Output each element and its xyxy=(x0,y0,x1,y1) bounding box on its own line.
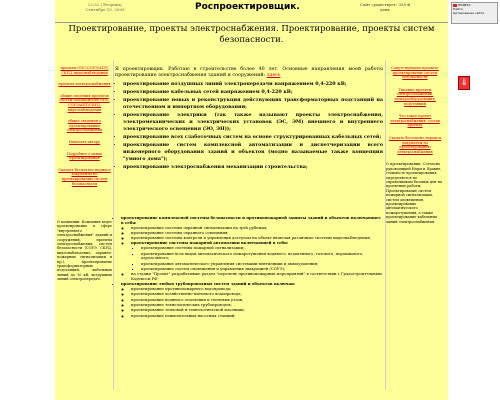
list-item: ◦ проектирование системы контроля и управления доступом на объект включая различные системы видеонаблюдения; xyxy=(131,236,383,241)
page-banner: Проектирование, проекты электроснабжения. Проектирование, проекты систем безопасности. xyxy=(68,24,435,45)
security-section xyxy=(115,216,383,319)
about-design-text: О проектировании. Согласно руководящей Норм и Правил, стоимость проектирования определяется по справочникам базовых цен на проектные работы. Проектирование систем пожарной сигнализации, систем оповещения, проектирование автоматического пожаротушения, а также проектирование кабельных линий электроснабжения. xyxy=(386,162,443,224)
scroll-down-icon[interactable]: ⇓ xyxy=(458,76,470,90)
list-item: ◦ проектирование системы пожарной автоматики включающей в себя: ▪ проектирование системы пожарной сигнализации; ▪ проектирование всех видов автоматического пожаротушения водяного, водопенного, газового, порошкового, аэрозольного; ▪ проектирование автоматического управления системами вентиляции и дымоудаления; ▪ проектирование систем оповещения и управления эвакуацией (СОУЭ); xyxy=(131,241,383,271)
list-item: • проектирование комплексной системы безопасности и противопожарной защиты зданий и объектов включающее в себя: ◦ проектирование системы охранной сигнализации на трёх рубежах; ◦ проектирование системы охранного освещения; ◦ проектирование системы контроля и управления доступом на объект включая различные системы видеонаблюдения; ◦ проектирование системы пожарной автоматики включающей в себя: ▪ проектирование системы пожарной сигнализации; ▪ проектирование всех видов автоматического пожаротушения водяного, водопенного, газового, порошкового, аэрозольного; ▪ проектирование автоматического управления системами вентиляции и дымоудаления; ▪ проектирование систем оповещения и управления эвакуацией (СОУЭ); ◦ на стадии "Проект" разрабатываю раздел "перечень противопожарных мероприятий" в соответствии с Градостроительным Кодексом РФ; xyxy=(121,216,383,282)
list-item: ◦ проектирование системы охранной сигнализации на трёх рубежах; xyxy=(131,226,383,231)
divider xyxy=(113,60,114,390)
list-item: ◦ проектирование хозяйственно-питьевого водопровода; xyxy=(131,292,383,297)
nav-link-related-projects[interactable]: Сопутствующие проекты: проектирование систем безопасности xyxy=(391,66,439,80)
left-nav xyxy=(57,66,112,193)
nav-link-download-power-norms[interactable]: Скачать бесплатно нормы и документы по проектированию электроснабжения xyxy=(388,135,442,154)
nav-link-power-info[interactable]: общие сведения о проектировании электроснабжения xyxy=(66,119,103,133)
nav-link-what-is-project[interactable]: Что такое проект электроснабжения, состав проекта xyxy=(390,114,440,128)
main-content xyxy=(115,67,383,172)
list-item: • проектирование новых и реконструкция действующих трансформаторных подстанций на отечественном и импортном оборудовании; xyxy=(123,97,383,111)
about-company-text: О компании. Компания ведет проектирование в сфере "внутреннего электроснабжения" зданий и сооружений, проекты электроснабжения, систем безопасности (СОУЭ, СКУД, видеонаблюдение, охранно-пожарные сигнализации и пр.), проектирование трансформаторных подстанций, кабельных линий до 10 кВ, воздушных линий электропередач. xyxy=(57,220,112,282)
nav-link-security-projects[interactable]: проекты ОПС/СОУЭ/АПТ/СКУД, видеонаблюдения xyxy=(60,66,109,75)
list-item: ◦ проектирование технологических трубопроводов; xyxy=(131,303,383,308)
list-item: • проектирование электроснабжения механизации строительства; xyxy=(123,164,383,171)
nav-link-prices[interactable]: Подробнее о ценах проектирования xyxy=(66,151,103,161)
yandex-widget[interactable] xyxy=(451,2,498,24)
list-item: • проектирование любых трубопроводных систем зданий и объектов включая: ◦ проектирование противопожарного водопровода; ◦ проектирование хозяйственно-питьевого водопровода; ◦ проектирование водяного отопления и тепловых узлов; ◦ проектирование технологических трубопроводов; ◦ проектирование тепловой и технологической изоляции; ◦ проектирование повысительных насосных станций; xyxy=(121,282,383,318)
nav-link-power-projects[interactable]: проекты электроснабжения xyxy=(58,82,111,87)
nav-link-typical-projects[interactable]: Типовые проекты электроснабжения, электрооборудования, подстанций xyxy=(394,87,436,106)
list-item: ◦ проектирование водяного отопления и тепловых узлов; xyxy=(131,298,383,303)
site-header xyxy=(55,0,448,23)
list-item: ▪ проектирование систем оповещения и управления эвакуацией (СОУЭ); xyxy=(141,267,383,272)
nav-link-contact-author[interactable]: Написать автору xyxy=(68,139,101,144)
nav-link-download-norms[interactable]: Скачать бесплатно нормы и документы по проектированию систем безопасности xyxy=(58,167,111,186)
nav-link-security-info[interactable]: общие сведения проектов систем безопасности ОПС/СОУЭ/АПТ/СКУД, видеонаблюдения xyxy=(59,93,110,112)
list-item: • проектирование воздушных линий электропередачи напряжением 0,4-220 кВ; xyxy=(123,81,383,88)
list-item: • проектирование электрики (так также называют проекты электроснабжения, электромеханических и электрических установок (ЭС, ЭМ) внешнего и внутреннего электрического освещения (ЭО, ЭН)); xyxy=(123,112,383,133)
list-item: ▪ проектирование всех видов автоматического пожаротушения водяного, водопенного, газового, порошкового, аэрозольного; xyxy=(141,252,383,262)
widget-search[interactable]: Найти xyxy=(453,7,463,11)
list-item: ◦ проектирование системы охранного освещения; xyxy=(131,231,383,236)
intro-text: Я проектировщик. Работаю в строительстве более 40 лет. Основные направления моей работы проектирование электроснабжения зданий и сооружений: здесь xyxy=(115,67,383,78)
widget-label: ЯНДЕКС xyxy=(458,3,471,7)
list-item: ▪ проектирование автоматического управления системами вентиляции и дымоудаления; xyxy=(141,262,383,267)
services-list xyxy=(115,81,383,171)
list-item: ◦ проектирование повысительных насосных станций; xyxy=(131,314,383,319)
list-item: ◦ проектирование противопожарного водопровода; xyxy=(131,287,383,292)
list-item: • проектирование всех слаботочных систем на основе структурированных кабельных сетей; xyxy=(123,134,383,141)
list-item: • проектирование кабельных сетей напряжением 0,4-220 кВ; xyxy=(123,89,383,96)
list-item: ◦ на стадии "Проект" разрабатываю раздел "перечень противопожарных мероприятий" в соответствии с Градостроительным Кодексом РФ; xyxy=(131,272,383,282)
list-item: ◦ проектирование тепловой и технологической изоляции; xyxy=(131,308,383,313)
list-item: • проектирование систем комплексной автоматизации и диспетчеризации всего инженерного оборудования зданий и объектов (модно называемые также концепция "умного дома"); xyxy=(123,142,383,163)
intro-link[interactable]: здесь xyxy=(266,73,281,78)
site-age: Сайт существует: 335-й день xyxy=(359,2,411,12)
right-nav xyxy=(386,66,444,224)
widget-citation[interactable]: Цитирование сайта xyxy=(453,11,485,15)
header-date: 22:52 | Вторник, Сентябрь 15, 2009 xyxy=(85,2,125,12)
site-title[interactable]: Роспроектировщик. xyxy=(195,2,300,12)
list-item: ▪ проектирование системы пожарной сигнализации; xyxy=(141,246,383,251)
